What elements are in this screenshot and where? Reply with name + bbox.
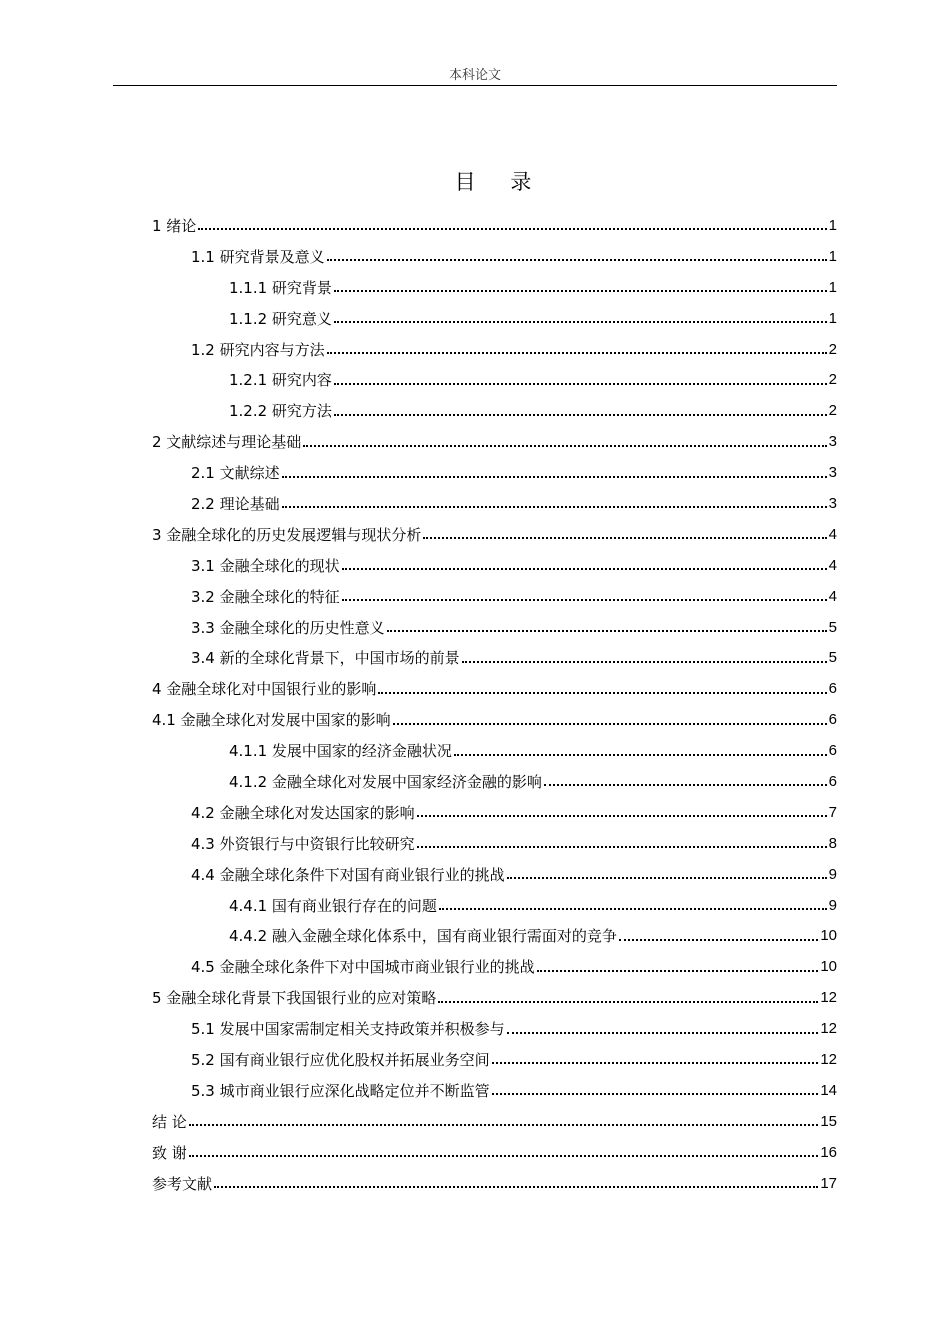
toc-entry-page-number: 7 — [828, 803, 837, 821]
toc-dot-leader — [327, 352, 827, 354]
toc-entry-page-number: 6 — [828, 680, 837, 698]
toc-dot-leader — [303, 445, 826, 447]
toc-dot-leader — [537, 970, 819, 972]
toc-entry-page-number: 1 — [828, 247, 837, 265]
toc-dot-leader — [417, 815, 827, 817]
toc-entry[interactable] — [152, 1075, 837, 1106]
toc-entry-page-number: 16 — [820, 1143, 837, 1161]
toc-entry-label: 致 谢 — [152, 1143, 187, 1162]
toc-entry-label: 3 金融全球化的历史发展逻辑与现状分析 — [152, 525, 422, 544]
toc-entry[interactable] — [152, 704, 837, 735]
toc-entry-page-number: 6 — [828, 742, 837, 760]
toc-dot-leader — [282, 476, 827, 478]
toc-dot-leader — [189, 1155, 819, 1157]
toc-entry-label: 1.1.2 研究意义 — [229, 309, 332, 328]
toc-entry[interactable] — [152, 766, 837, 797]
toc-entry-page-number: 3 — [828, 464, 837, 482]
toc-entry-page-number: 1 — [828, 309, 837, 327]
toc-entry[interactable] — [152, 395, 837, 426]
toc-dot-leader — [342, 568, 827, 570]
toc-dot-leader — [334, 383, 827, 385]
toc-entry[interactable] — [152, 210, 837, 241]
toc-entry[interactable] — [152, 735, 837, 766]
toc-dot-leader — [378, 692, 826, 694]
toc-entry[interactable] — [152, 612, 837, 643]
toc-entry-label: 4.1 金融全球化对发展中国家的影响 — [152, 711, 391, 730]
toc-entry-label: 4.1.1 发展中国家的经济金融状况 — [229, 742, 452, 761]
toc-entry[interactable] — [152, 1137, 837, 1168]
toc-entry-label: 3.3 金融全球化的历史性意义 — [191, 618, 385, 637]
toc-dot-leader — [198, 228, 826, 230]
toc-entry-label: 参考文献 — [152, 1174, 213, 1193]
toc-entry-label: 4.2 金融全球化对发达国家的影响 — [191, 803, 415, 822]
toc-entry-label: 4.5 金融全球化条件下对中国城市商业银行业的挑战 — [191, 958, 535, 977]
toc-entry-page-number: 12 — [820, 1020, 837, 1038]
toc-entry-page-number: 5 — [828, 618, 837, 636]
toc-entry[interactable] — [152, 241, 837, 272]
toc-entry-label: 1.1.1 研究背景 — [229, 278, 332, 297]
toc-entry-page-number: 2 — [828, 371, 837, 389]
toc-entry[interactable] — [152, 951, 837, 982]
toc-dot-leader — [492, 1062, 819, 1064]
toc-dot-leader — [334, 414, 827, 416]
toc-entry[interactable] — [152, 1106, 837, 1137]
toc-dot-leader — [327, 259, 827, 261]
toc-entry[interactable] — [152, 1013, 837, 1044]
toc-entry-page-number: 2 — [828, 402, 837, 420]
toc-entry-label: 4.3 外资银行与中资银行比较研究 — [191, 834, 415, 853]
toc-entry-page-number: 12 — [820, 989, 837, 1007]
table-of-contents — [152, 210, 837, 1199]
toc-dot-leader — [387, 630, 827, 632]
toc-entry-page-number: 3 — [828, 494, 837, 512]
toc-entry[interactable] — [152, 1044, 837, 1075]
toc-entry[interactable] — [152, 642, 837, 673]
toc-entry[interactable] — [152, 550, 837, 581]
toc-entry[interactable] — [152, 581, 837, 612]
toc-entry-label: 1.2.1 研究内容 — [229, 371, 332, 390]
toc-entry-page-number: 2 — [828, 340, 837, 358]
toc-entry-label: 3.2 金融全球化的特征 — [191, 587, 340, 606]
toc-entry-label: 4.4 金融全球化条件下对国有商业银行业的挑战 — [191, 865, 505, 884]
toc-dot-leader — [342, 599, 827, 601]
toc-entry-page-number: 12 — [820, 1050, 837, 1068]
toc-entry-page-number: 1 — [828, 278, 837, 296]
toc-entry[interactable] — [152, 890, 837, 921]
toc-entry-label: 1 绪论 — [152, 216, 197, 235]
toc-entry-page-number: 4 — [828, 556, 837, 574]
toc-dot-leader — [334, 321, 827, 323]
toc-entry[interactable] — [152, 364, 837, 395]
toc-entry[interactable] — [152, 519, 837, 550]
toc-entry-page-number: 17 — [820, 1174, 837, 1192]
toc-dot-leader — [282, 506, 827, 508]
toc-entry-page-number: 4 — [828, 587, 837, 605]
toc-entry[interactable] — [152, 272, 837, 303]
toc-entry-label: 1.1 研究背景及意义 — [191, 247, 325, 266]
toc-dot-leader — [439, 908, 827, 910]
toc-entry[interactable] — [152, 673, 837, 704]
toc-entry[interactable] — [152, 982, 837, 1013]
toc-entry-label: 1.2.2 研究方法 — [229, 402, 332, 421]
toc-title: 目 录 — [454, 170, 546, 194]
toc-entry[interactable] — [152, 920, 837, 951]
toc-entry-label: 4 金融全球化对中国银行业的影响 — [152, 680, 377, 699]
toc-entry-label: 结 论 — [152, 1112, 187, 1131]
toc-entry-page-number: 10 — [820, 958, 837, 976]
toc-entry-page-number: 10 — [820, 927, 837, 945]
toc-entry-label: 4.1.2 金融全球化对发展中国家经济金融的影响 — [229, 772, 542, 791]
header-divider — [113, 85, 837, 86]
toc-entry-label: 2 文献综述与理论基础 — [152, 433, 302, 452]
toc-entry-label: 2.1 文献综述 — [191, 464, 280, 483]
toc-dot-leader — [214, 1186, 818, 1188]
toc-dot-leader — [492, 1093, 819, 1095]
toc-entry-page-number: 9 — [828, 865, 837, 883]
toc-entry-label: 5.3 城市商业银行应深化战略定位并不断监管 — [191, 1081, 490, 1100]
toc-entry-page-number: 1 — [828, 216, 837, 234]
toc-entry-page-number: 6 — [828, 772, 837, 790]
toc-entry-page-number: 3 — [828, 433, 837, 451]
toc-entry-label: 3.4 新的全球化背景下，中国市场的前景 — [191, 649, 460, 668]
toc-dot-leader — [393, 723, 827, 725]
toc-entry[interactable] — [152, 1168, 837, 1199]
toc-dot-leader — [438, 1001, 818, 1003]
toc-entry-page-number: 8 — [828, 834, 837, 852]
toc-entry[interactable] — [152, 797, 837, 828]
toc-dot-leader — [507, 877, 827, 879]
toc-entry-page-number: 6 — [828, 711, 837, 729]
toc-entry-label: 5.2 国有商业银行应优化股权并拓展业务空间 — [191, 1050, 490, 1069]
toc-entry-label: 5.1 发展中国家需制定相关支持政策并积极参与 — [191, 1020, 505, 1039]
toc-entry-page-number: 9 — [828, 896, 837, 914]
toc-entry-page-number: 5 — [828, 649, 837, 667]
toc-entry-label: 1.2 研究内容与方法 — [191, 340, 325, 359]
toc-dot-leader — [619, 939, 818, 941]
toc-dot-leader — [454, 754, 827, 756]
toc-dot-leader — [423, 537, 826, 539]
page-header-text: 本科论文 — [448, 68, 501, 83]
toc-dot-leader — [189, 1124, 819, 1126]
toc-dot-leader — [417, 846, 827, 848]
toc-dot-leader — [544, 784, 827, 786]
toc-dot-leader — [462, 661, 827, 663]
toc-entry-label: 5 金融全球化背景下我国银行业的应对策略 — [152, 989, 437, 1008]
toc-dot-leader — [334, 290, 827, 292]
toc-entry-label: 4.4.2 融入金融全球化体系中，国有商业银行需面对的竞争 — [229, 927, 617, 946]
toc-entry[interactable] — [152, 426, 837, 457]
toc-entry-page-number: 14 — [820, 1081, 837, 1099]
toc-entry[interactable] — [152, 859, 837, 890]
toc-entry[interactable] — [152, 828, 837, 859]
toc-entry[interactable] — [152, 488, 837, 519]
toc-entry[interactable] — [152, 334, 837, 365]
toc-entry-page-number: 4 — [828, 525, 837, 543]
toc-entry[interactable] — [152, 457, 837, 488]
toc-entry-label: 3.1 金融全球化的现状 — [191, 556, 340, 575]
toc-entry-page-number: 15 — [820, 1112, 837, 1130]
toc-entry[interactable] — [152, 303, 837, 334]
toc-dot-leader — [507, 1032, 819, 1034]
toc-entry-label: 2.2 理论基础 — [191, 494, 280, 513]
toc-entry-label: 4.4.1 国有商业银行存在的问题 — [229, 896, 437, 915]
